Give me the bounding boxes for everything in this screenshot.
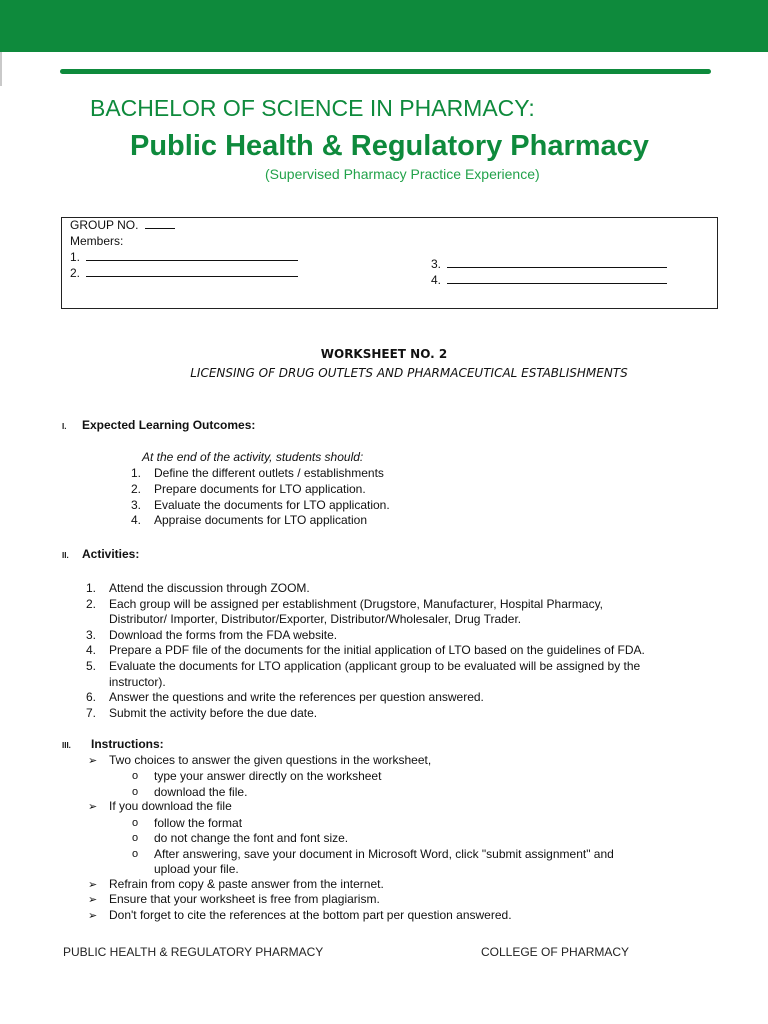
member-1-field <box>70 250 298 264</box>
section-2-heading <box>62 547 139 561</box>
member-4-blank[interactable] <box>447 273 667 284</box>
instruction-2c-cont: upload your file. <box>154 862 239 876</box>
circle-bullet-icon: o <box>132 786 139 798</box>
worksheet-subtitle: LICENSING OF DRUG OUTLETS AND PHARMACEUTICAL ESTABLISHMENTS <box>190 366 628 380</box>
circle-bullet-icon: o <box>132 817 139 829</box>
outcome-1-number: 1. <box>131 466 142 480</box>
member-2-blank[interactable] <box>86 266 298 277</box>
outcome-2-number: 2. <box>131 482 142 496</box>
member-3-blank[interactable] <box>447 257 667 268</box>
activity-4-number: 4. <box>86 643 97 657</box>
members-label: Members: <box>70 234 124 248</box>
activity-7: Submit the activity before the due date. <box>109 706 318 720</box>
member-1-blank[interactable] <box>86 250 298 261</box>
activity-6-number: 6. <box>86 690 97 704</box>
outcome-3: Evaluate the documents for LTO application. <box>154 498 390 512</box>
instruction-3: Refrain from copy & paste answer from the internet. <box>109 877 384 891</box>
member-2-number: 2. <box>70 266 81 280</box>
circle-bullet-icon: o <box>132 770 139 782</box>
outcome-3-number: 3. <box>131 498 142 512</box>
section-1-title: Expected Learning Outcomes: <box>82 418 256 432</box>
arrow-bullet-icon: ➢ <box>88 910 98 922</box>
member-4-number: 4. <box>431 273 442 287</box>
instruction-2c: After answering, save your document in Microsoft Word, click "submit assignment" and <box>154 847 614 861</box>
arrow-bullet-icon: ➢ <box>88 755 98 767</box>
member-3-number: 3. <box>431 257 442 271</box>
arrow-bullet-icon: ➢ <box>88 801 98 813</box>
member-3-field <box>431 257 667 271</box>
member-4-field <box>431 273 667 287</box>
member-1-number: 1. <box>70 250 81 264</box>
footer-right: COLLEGE OF PHARMACY <box>481 945 630 959</box>
circle-bullet-icon: o <box>132 832 139 844</box>
header-band <box>0 0 768 52</box>
instruction-1: Two choices to answer the given questions in the worksheet, <box>109 753 432 767</box>
outcomes-intro: At the end of the activity, students should: <box>142 450 364 464</box>
course-subtitle: (Supervised Pharmacy Practice Experience) <box>265 166 540 182</box>
section-3-numeral: III. <box>62 741 71 750</box>
group-info-box <box>61 217 718 309</box>
section-3-heading <box>62 737 164 751</box>
section-1-heading <box>62 418 255 432</box>
degree-heading: BACHELOR OF SCIENCE IN PHARMACY: <box>90 95 535 121</box>
instruction-1a: type your answer directly on the worksheet <box>154 769 382 783</box>
course-title: Public Health & Regulatory Pharmacy <box>130 130 649 162</box>
activity-6: Answer the questions and write the references per question answered. <box>109 690 484 704</box>
instruction-2b: do not change the font and font size. <box>154 831 349 845</box>
activity-2: Each group will be assigned per establishment (Drugstore, Manufacturer, Hospital Pharmacy, <box>109 597 604 611</box>
section-2-title: Activities: <box>82 547 140 561</box>
outcome-4-number: 4. <box>131 513 142 527</box>
instruction-5: Don't forget to cite the references at the bottom part per question answered. <box>109 908 512 922</box>
instruction-2a: follow the format <box>154 816 243 830</box>
page-edge-mark <box>0 52 2 86</box>
arrow-bullet-icon: ➢ <box>88 894 98 906</box>
arrow-bullet-icon: ➢ <box>88 879 98 891</box>
activity-1-number: 1. <box>86 581 97 595</box>
activity-5: Evaluate the documents for LTO application (applicant group to be evaluated will be assigned by the <box>109 659 641 673</box>
instruction-4: Ensure that your worksheet is free from plagiarism. <box>109 892 380 906</box>
header-rule <box>60 69 711 74</box>
group-no-label: GROUP NO. <box>70 218 139 232</box>
activity-3-number: 3. <box>86 628 97 642</box>
section-3-title: Instructions: <box>91 737 164 751</box>
instruction-2: If you download the file <box>109 799 232 813</box>
outcome-4: Appraise documents for LTO application <box>154 513 368 527</box>
activity-2-cont: Distributor/ Importer, Distributor/Exporter, Distributor/Wholesaler, Drug Trader. <box>109 612 522 626</box>
member-2-field <box>70 266 298 280</box>
outcome-2: Prepare documents for LTO application. <box>154 482 366 496</box>
outcome-1: Define the different outlets / establishments <box>154 466 384 480</box>
section-1-numeral: I. <box>62 422 67 431</box>
footer-left: PUBLIC HEALTH & REGULATORY PHARMACY <box>63 945 324 959</box>
activity-5-number: 5. <box>86 659 97 673</box>
activity-3: Download the forms from the FDA website. <box>109 628 338 642</box>
instruction-1b: download the file. <box>154 785 248 799</box>
activity-7-number: 7. <box>86 706 97 720</box>
activity-5-cont: instructor). <box>109 675 166 689</box>
activity-1: Attend the discussion through ZOOM. <box>109 581 310 595</box>
worksheet-title: WORKSHEET NO. 2 <box>320 347 448 361</box>
group-no-blank[interactable] <box>145 218 175 229</box>
circle-bullet-icon: o <box>132 848 139 860</box>
section-2-numeral: II. <box>62 551 69 560</box>
activity-2-number: 2. <box>86 597 97 611</box>
group-no-field <box>70 218 175 232</box>
activity-4: Prepare a PDF file of the documents for the initial application of LTO based on the guidelines of FDA. <box>109 643 645 657</box>
